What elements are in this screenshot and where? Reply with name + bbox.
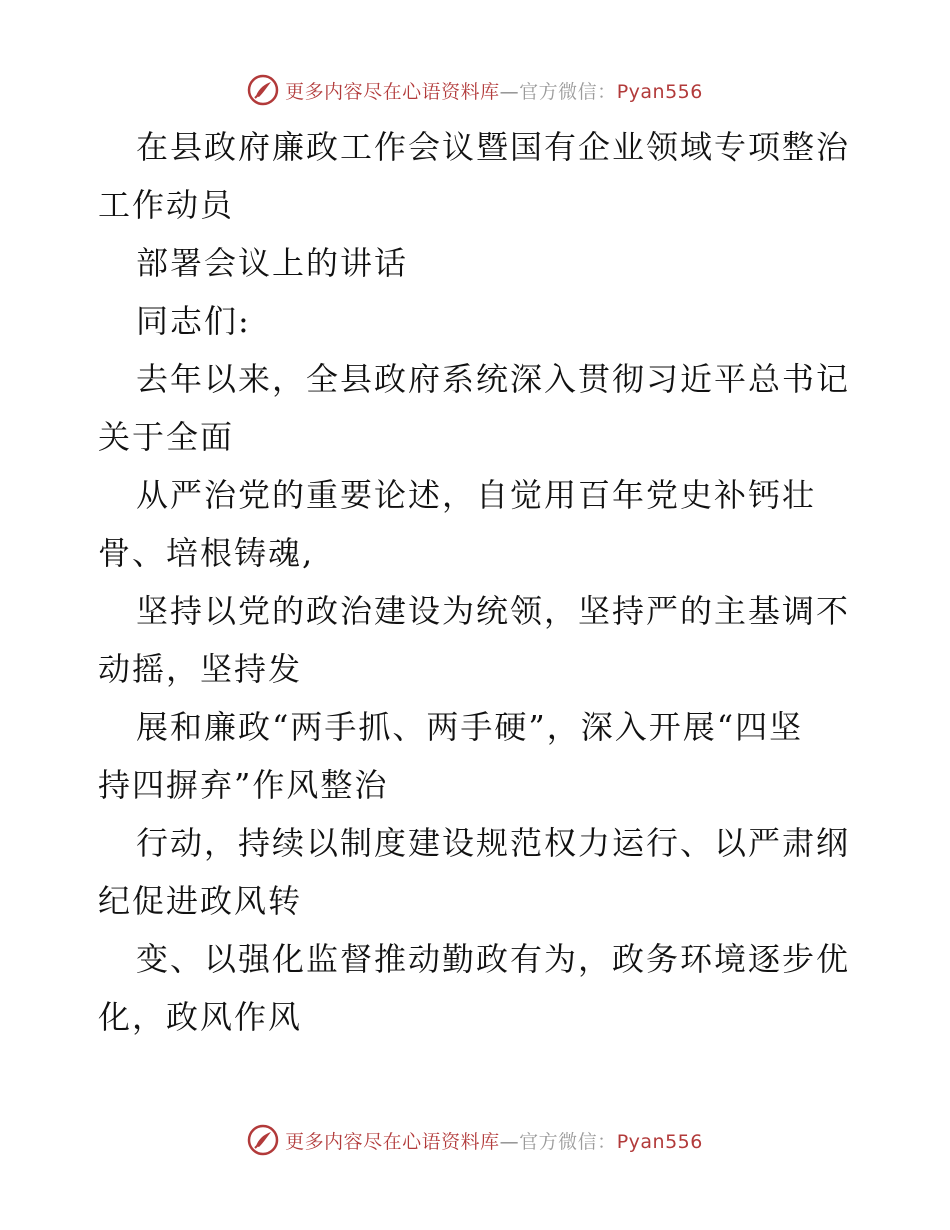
text-line: 在县政府廉政工作会议暨国有企业领域专项整治: [136, 128, 851, 166]
watermark-text: [285, 1127, 703, 1154]
text-line: 变、以强化监督推动勤政有为，政务环境逐步优: [136, 940, 851, 978]
text-line: 关于全面: [98, 418, 235, 456]
text-line: 展和廉政“两手抓、两手硬”，深入开展“四坚: [136, 708, 804, 746]
text-line: 同志们:: [136, 302, 251, 340]
logo-icon: [247, 1124, 279, 1156]
text-line: 从严治党的重要论述，自觉用百年党史补钙壮: [136, 476, 817, 514]
watermark-brand: Pyan556: [616, 1130, 703, 1153]
text-line: 纪促进政风转: [98, 882, 303, 920]
text-line: 动摇，坚持发: [98, 650, 303, 688]
watermark-footer: [0, 1120, 950, 1160]
watermark-dash: —: [499, 80, 520, 103]
watermark-text: [285, 77, 703, 104]
text-line: 工作动员: [98, 186, 235, 224]
text-line: 行动，持续以制度建设规范权力运行、以严肃纲: [136, 824, 851, 862]
logo-icon: [247, 74, 279, 106]
watermark-brand: Pyan556: [616, 80, 703, 103]
watermark-sub: 官方微信：: [519, 1130, 617, 1153]
watermark-sub: 官方微信：: [519, 80, 617, 103]
watermark-main: 更多内容尽在心语资料库: [285, 80, 500, 103]
text-line: 骨、培根铸魂,: [98, 534, 315, 572]
watermark-header: [0, 70, 950, 110]
text-line: 持四摒弃”作风整治: [98, 766, 389, 804]
document-body: [98, 118, 858, 1046]
text-line: 坚持以党的政治建设为统领，坚持严的主基调不: [136, 592, 851, 630]
watermark-main: 更多内容尽在心语资料库: [285, 1130, 500, 1153]
text-line: 部署会议上的讲话: [136, 244, 409, 282]
watermark-dash: —: [499, 1130, 520, 1153]
text-line: 去年以来，全县政府系统深入贯彻习近平总书记: [136, 360, 851, 398]
text-line: 化，政风作风: [98, 998, 303, 1036]
